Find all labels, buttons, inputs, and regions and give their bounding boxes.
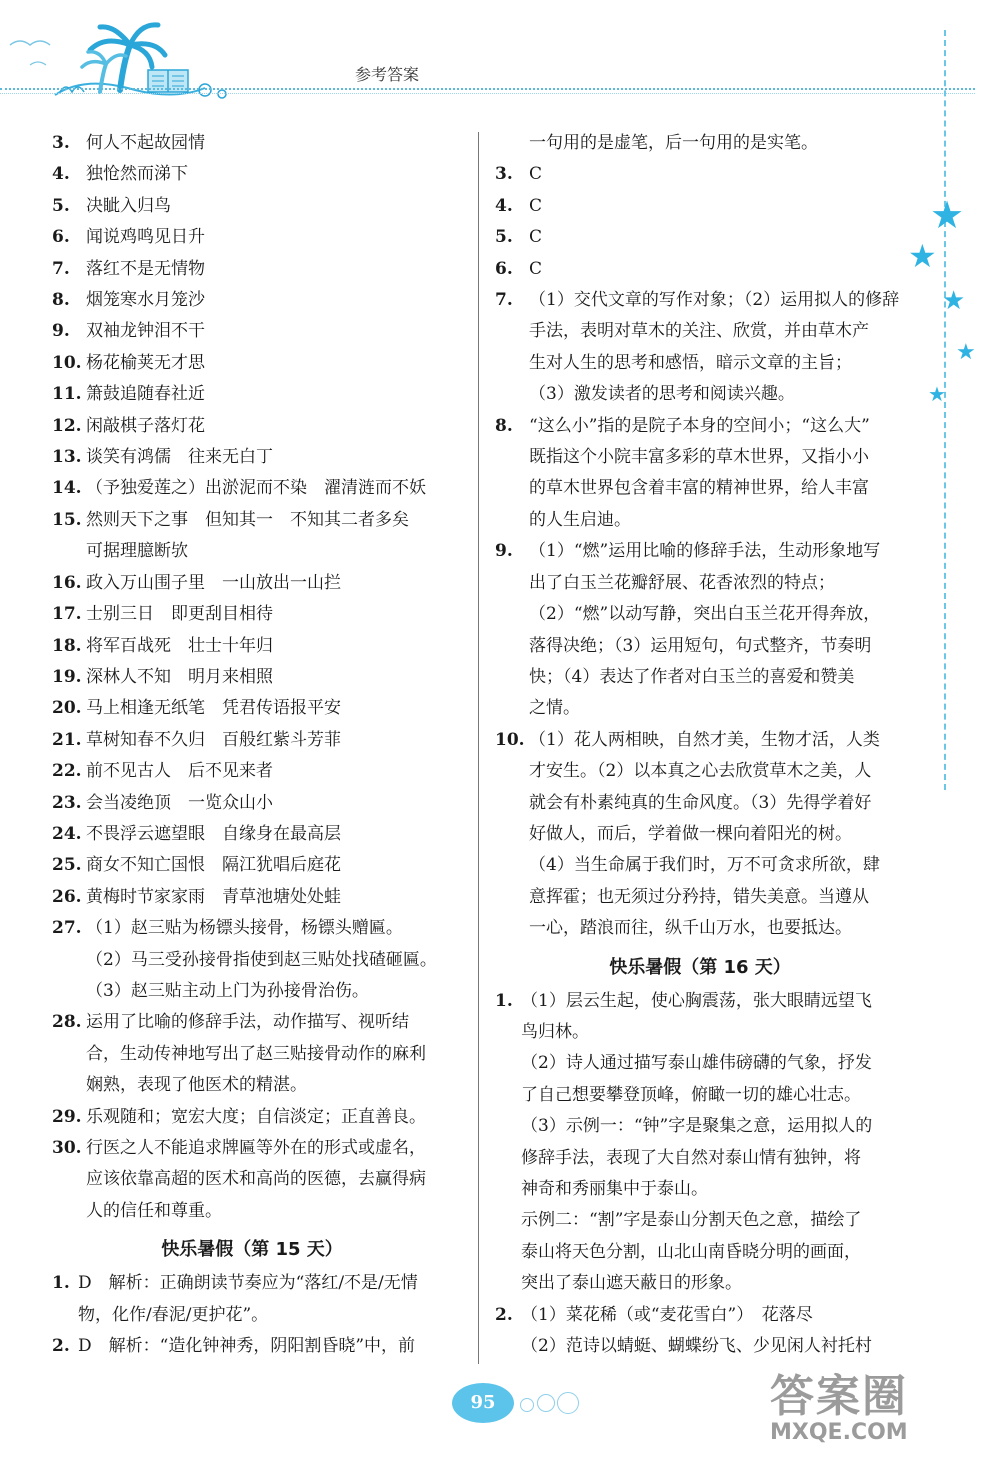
answer-item (52, 348, 452, 379)
answer-line: 意挥霍；也无须过分矜持，错失美意。当遵从 (529, 886, 869, 907)
answer-number: 27. (52, 918, 82, 939)
answer-line: 决眦入归鸟 (86, 195, 171, 216)
answer-item (52, 913, 452, 1007)
answer-number: 20. (52, 698, 82, 719)
column-divider (478, 132, 479, 1364)
answer-item (495, 411, 905, 537)
bubble-decoration (520, 1398, 534, 1412)
answer-line: 黄梅时节家家雨 青草池塘处处蛙 (86, 886, 341, 907)
answer-text (86, 850, 452, 881)
watermark-url: MXQE.COM (770, 1420, 908, 1445)
answer-line: 谈笑有鸿儒 往来无白丁 (86, 447, 273, 468)
answer-number: 2. (495, 1304, 513, 1325)
answer-line: D 解析：正确朗读节奏应为“落红/不是/无情 (78, 1273, 418, 1294)
answer-text (86, 662, 452, 693)
answer-item (52, 850, 452, 881)
answer-number: 29. (52, 1106, 82, 1127)
answer-line: （2）“燃”以动写静，突出白玉兰花开得奔放， (529, 604, 881, 625)
answer-number: 8. (495, 415, 513, 436)
answer-text (86, 348, 452, 379)
answer-line: （1）花人两相映，自然才美，生物才活，人类 (529, 729, 880, 750)
answer-line: （1）“燃”运用比喻的修辞手法，生动形象地写 (529, 541, 881, 562)
answer-line: 娴熟，表现了他医术的精湛。 (86, 1075, 307, 1096)
answer-line: 落得决绝；（3）运用短句，句式整齐，节奏明 (529, 635, 872, 656)
answer-item (52, 316, 452, 347)
header-title: 参考答案 (355, 65, 420, 84)
answer-text (86, 631, 452, 662)
watermark-logo (770, 1360, 990, 1455)
answer-line: 然则天下之事 但知其一 不知其二者多矣 (86, 509, 409, 530)
answer-item (495, 725, 905, 945)
answer-item (495, 159, 905, 190)
answer-text (529, 725, 905, 945)
answer-text (86, 128, 452, 159)
answer-number: 21. (52, 729, 82, 750)
header-divider-secondary (0, 93, 975, 94)
answer-item (495, 986, 905, 1300)
answer-line: 出了白玉兰花瓣舒展、花香浓烈的特点； (529, 572, 835, 593)
answer-text (86, 1102, 452, 1133)
answer-line: 手法，表明对草木的关注、欣赏，并由草木产 (529, 321, 869, 342)
answer-number: 16. (52, 572, 82, 593)
answer-number: 22. (52, 761, 82, 782)
continuation-text: 一句用的是虚笔，后一句用的是实笔。 (529, 133, 818, 153)
answer-line: 才安生。（2）以本真之心去欣赏草木之美，人 (529, 761, 872, 782)
answer-line: （4）当生命属于我们时，万不可贪求所欲，肆 (529, 855, 880, 876)
answer-line: 前不见古人 后不见来者 (86, 761, 273, 782)
answer-line: 快；（4）表达了作者对白玉兰的喜爱和赞美 (529, 666, 855, 687)
answer-line: D 解析：“造化钟神秀，阴阳割昏晓”中，前 (78, 1336, 416, 1357)
answer-line: 就会有朴素纯真的生命风度。（3）先得学着好 (529, 792, 872, 813)
answer-text (86, 316, 452, 347)
answer-text (86, 1007, 452, 1101)
answer-item (52, 473, 452, 504)
answer-text (86, 693, 452, 724)
answer-item (52, 693, 452, 724)
answer-list-right (495, 159, 905, 944)
answer-number: 9. (495, 541, 513, 562)
answer-line: （3）激发读者的思考和阅读兴趣。 (529, 384, 795, 405)
star-icon: ★ (942, 286, 966, 316)
answer-item (52, 788, 452, 819)
answer-number: 26. (52, 886, 82, 907)
answer-item (52, 662, 452, 693)
answer-item (52, 379, 452, 410)
answer-number: 5. (495, 227, 513, 248)
answer-line: 示例二：“割”字是泰山分割天色之意，描绘了 (521, 1210, 862, 1231)
answer-number: 1. (52, 1273, 70, 1294)
answer-text (86, 505, 452, 568)
section-title-day16: 快乐暑假（第 16 天） (609, 956, 791, 978)
answer-line: 好做人，而后，学着做一棵向着阳光的树。 (529, 823, 852, 844)
answer-line: 政入万山围子里 一山放出一山拦 (86, 572, 341, 593)
answer-item (495, 222, 905, 253)
answer-list-left (52, 128, 452, 1227)
answer-line: 的草木世界包含着丰富的精神世界，给人丰富 (529, 478, 869, 499)
header-divider (0, 88, 975, 90)
answer-text (86, 819, 452, 850)
answer-line: 合，生动传神地写出了赵三贴接骨动作的麻利 (86, 1043, 426, 1064)
answer-line: 箫鼓追随春社近 (86, 384, 205, 405)
answer-line: 行医之人不能追求牌匾等外在的形式或虚名， (86, 1138, 426, 1158)
star-icon: ★ (928, 382, 946, 406)
answer-line: 何人不起故园情 (86, 133, 205, 153)
page-number: 95 (452, 1383, 514, 1423)
answer-line: 的人生启迪。 (529, 509, 631, 530)
answer-item (52, 599, 452, 630)
answer-line: 既指这个小院丰富多彩的草木世界，又指小小 (529, 447, 869, 468)
answer-line: 双袖龙钟泪不干 (86, 321, 205, 342)
answer-line: C (529, 258, 543, 279)
answer-line: （3）赵三贴主动上门为孙接骨治伤。 (86, 980, 369, 1001)
section-title-day15: 快乐暑假（第 15 天） (161, 1239, 343, 1261)
answer-text (529, 191, 905, 222)
answer-item (495, 285, 905, 411)
answer-line: 将军百战死 壮士十年归 (86, 635, 273, 656)
answer-item (52, 222, 452, 253)
answer-text (86, 1133, 452, 1227)
answer-item (52, 1007, 452, 1101)
answer-line: 深林人不知 明月来相照 (86, 666, 273, 687)
answer-number: 8. (52, 290, 70, 311)
answer-text (86, 222, 452, 253)
answer-line: 杨花榆荚无才思 (86, 352, 205, 373)
answer-text (529, 159, 905, 190)
answer-text (86, 442, 452, 473)
answer-item (52, 1133, 452, 1227)
answer-number: 5. (52, 195, 70, 216)
star-icon: ★ (956, 340, 976, 365)
answer-number: 11. (52, 384, 82, 405)
answer-item (495, 191, 905, 222)
answer-line: C (529, 195, 543, 216)
star-icon: ★ (908, 237, 937, 275)
answer-line: 物，化作/春泥/更护花”。 (78, 1304, 269, 1325)
answer-number: 17. (52, 604, 82, 625)
answer-line: 突出了泰山遮天蔽日的形象。 (521, 1273, 742, 1294)
answer-line: 可据理臆断欤 (86, 541, 188, 562)
answer-number: 30. (52, 1138, 82, 1158)
bubble-decoration (537, 1394, 555, 1412)
answer-text (86, 599, 452, 630)
answer-text (78, 1331, 452, 1362)
answer-line: 独怆然而涕下 (86, 164, 188, 185)
answer-item (52, 819, 452, 850)
answer-line: 马上相逢无纸笔 凭君传语报平安 (86, 698, 341, 719)
answer-list-day15 (52, 1268, 452, 1362)
answer-list-day16 (495, 986, 905, 1363)
answer-line: C (529, 227, 543, 248)
answer-line: （1）交代文章的写作对象；（2）运用拟人的修辞 (529, 290, 900, 311)
answer-item (52, 285, 452, 316)
answer-text (86, 285, 452, 316)
answer-line: 鸟归林。 (521, 1021, 589, 1042)
answer-line: （2）诗人通过描写泰山雄伟磅礴的气象，抒发 (521, 1053, 872, 1074)
watermark-title: 答案圈 (770, 1371, 908, 1422)
decorative-dashed-line (944, 30, 946, 790)
answer-text (86, 411, 452, 442)
answer-number: 10. (52, 352, 82, 373)
answer-line: 人的信任和尊重。 (86, 1200, 222, 1221)
answer-number: 25. (52, 855, 82, 876)
answer-number: 14. (52, 478, 82, 499)
answer-line: （1）菜花稀（或“麦花雪白”） 花落尽 (521, 1304, 813, 1325)
answer-line: C (529, 164, 543, 185)
answer-number: 9. (52, 321, 70, 342)
answer-line: 落红不是无情物 (86, 258, 205, 279)
answer-text (529, 285, 905, 411)
answer-line: 闲敲棋子落灯花 (86, 415, 205, 436)
answer-line: 一心，踏浪而往，纵千山万水，也要抵达。 (529, 918, 852, 939)
answer-line: 泰山将天色分割，山北山南昏晓分明的画面， (521, 1241, 861, 1262)
answer-line: （1）层云生起，使心胸震荡，张大眼睛远望飞 (521, 990, 872, 1011)
palm-tree-book-illustration (0, 20, 260, 110)
answer-text (86, 913, 452, 1007)
answer-item (52, 442, 452, 473)
answer-item (52, 1268, 452, 1331)
answer-item (52, 505, 452, 568)
answer-text (86, 725, 452, 756)
answer-text (529, 411, 905, 537)
answer-number: 19. (52, 666, 82, 687)
answer-number: 7. (495, 290, 513, 311)
answer-number: 12. (52, 415, 82, 436)
answer-item (52, 1331, 452, 1362)
answer-text (86, 788, 452, 819)
answer-number: 4. (52, 164, 70, 185)
answer-number: 7. (52, 258, 70, 279)
answer-line: 草树知春不久归 百般红紫斗芳菲 (86, 729, 341, 750)
answer-text (521, 1300, 905, 1363)
answer-text (86, 882, 452, 913)
answer-text (86, 473, 452, 504)
answer-line: （予独爱莲之）出淤泥而不染 濯清涟而不妖 (86, 478, 426, 499)
answer-text (86, 568, 452, 599)
left-column (52, 128, 452, 1362)
answer-text (86, 379, 452, 410)
answer-line: 闻说鸡鸣见日升 (86, 227, 205, 248)
answer-line: 了自己想要攀登顶峰，俯瞰一切的雄心壮志。 (521, 1084, 861, 1105)
answer-line: 乐观随和；宽宏大度；自信淡定；正直善良。 (86, 1106, 426, 1127)
answer-line: 修辞手法，表现了大自然对泰山情有独钟，将 (521, 1147, 861, 1168)
answer-number: 6. (495, 258, 513, 279)
answer-item (52, 882, 452, 913)
answer-number: 2. (52, 1336, 70, 1357)
answer-item (52, 254, 452, 285)
answer-item (52, 159, 452, 190)
answer-number: 3. (52, 133, 70, 153)
answer-number: 1. (495, 990, 513, 1011)
answer-number: 24. (52, 823, 82, 844)
answer-item (495, 536, 905, 724)
answer-item (52, 631, 452, 662)
answer-text (86, 159, 452, 190)
answer-line: 神奇和秀丽集中于泰山。 (521, 1179, 708, 1199)
answer-item (495, 254, 905, 285)
answer-item (52, 756, 452, 787)
answer-text (529, 536, 905, 724)
answer-number: 6. (52, 227, 70, 248)
bubble-decoration (557, 1392, 579, 1414)
answer-line: 士别三日 即更刮目相待 (86, 604, 273, 625)
answer-number: 18. (52, 635, 82, 656)
answer-line: 应该依靠高超的医术和高尚的医德，去赢得病 (86, 1169, 426, 1190)
answer-item (52, 191, 452, 222)
answer-line: （1）赵三贴为杨镖头接骨，杨镖头赠匾。 (86, 918, 403, 939)
answer-number: 3. (495, 164, 513, 185)
answer-text (86, 254, 452, 285)
answer-line: （3）示例一：“钟”字是聚集之意，运用拟人的 (521, 1116, 873, 1137)
answer-number: 10. (495, 729, 525, 750)
answer-number: 15. (52, 509, 82, 530)
star-icon: ★ (930, 193, 965, 237)
answer-item (495, 1300, 905, 1363)
answer-text (86, 191, 452, 222)
answer-line: 商女不知亡国恨 隔江犹唱后庭花 (86, 855, 341, 876)
answer-number: 23. (52, 792, 82, 813)
answer-number: 28. (52, 1012, 82, 1033)
answer-line: “这么小”指的是院子本身的空间小；“这么大” (529, 415, 870, 436)
answer-item (52, 725, 452, 756)
answer-text (86, 756, 452, 787)
answer-text (78, 1268, 452, 1331)
answer-item (52, 411, 452, 442)
answer-item (52, 568, 452, 599)
answer-line: 生对人生的思考和感悟，暗示文章的主旨； (529, 352, 852, 373)
answer-line: （2）范诗以蜻蜓、蝴蝶纷飞、少见闲人衬托村 (521, 1336, 872, 1357)
answer-number: 4. (495, 195, 513, 216)
answer-line: 烟笼寒水月笼沙 (86, 290, 205, 311)
answer-item (52, 1102, 452, 1133)
answer-line: 会当凌绝顶 一览众山小 (86, 792, 273, 813)
answer-number: 13. (52, 447, 82, 468)
answer-text (529, 222, 905, 253)
answer-text (521, 986, 905, 1300)
answer-item (52, 128, 452, 159)
answer-line: 运用了比喻的修辞手法，动作描写、视听结 (86, 1012, 409, 1033)
answer-text (529, 254, 905, 285)
right-column (495, 128, 905, 1362)
answer-line: 之情。 (529, 698, 580, 719)
answer-line: 不畏浮云遮望眼 自缘身在最高层 (86, 823, 341, 844)
answer-line: （2）马三受孙接骨指使到赵三贴处找碴砸匾。 (86, 949, 437, 970)
